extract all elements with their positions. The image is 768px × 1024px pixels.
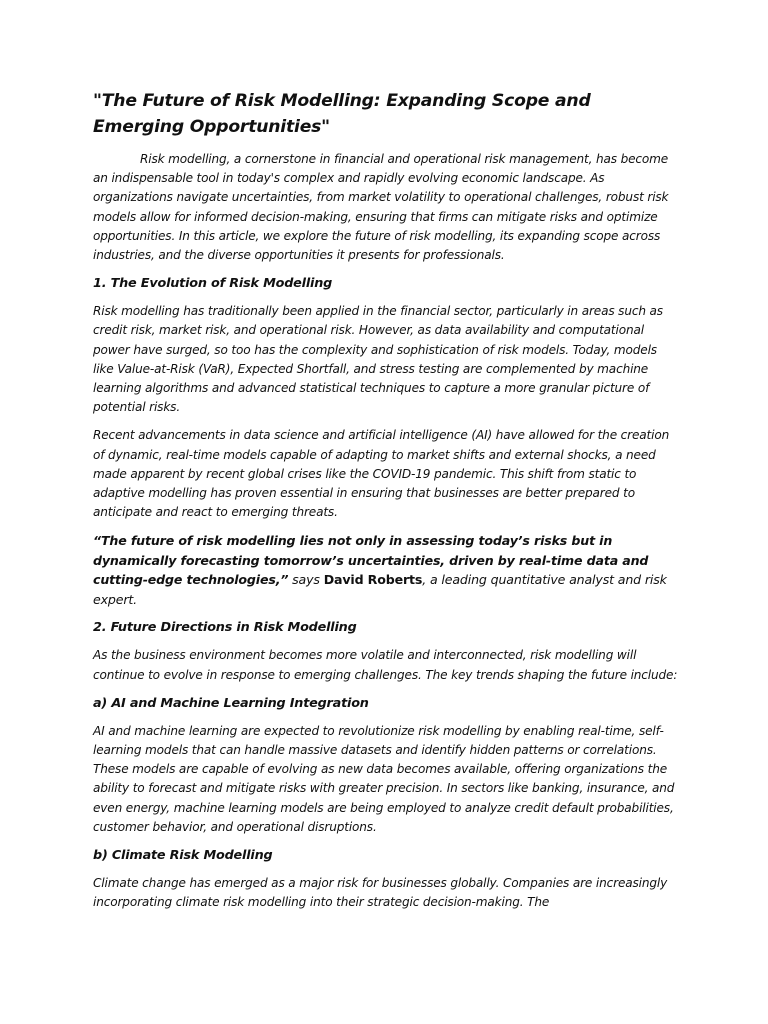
section-2-heading: 2. Future Directions in Risk Modelling [93,620,357,636]
quote-author: David Roberts [323,572,423,588]
subsection-b-paragraph: Climate change has emerged as a major risk for businesses globally. Companies are increasingly incorporating climate risk modelling into their strategic decision-making. The [93,876,668,910]
section-2-paragraph-1: As the business environment becomes more volatile and interconnected, risk modelling will continue to evolve in response to emerging challenges. The key trends shaping the future include: [93,648,678,682]
intro-paragraph: Risk modelling, a cornerstone in financial and operational risk management, has become an indispensable tool in today's complex and rapidly evolving economic landscape. As organizations navigate uncertainties, from market volatility to operational challenges, robust risk models allow for informed decision-making, ensuring that firms can mitigate risks and optimize opportunities. In this article, we explore the future of risk modelling, its expanding scope across industries, and the diverse opportunities it presents for professionals. [93,152,669,263]
quote-text: “The future of risk modelling lies not only in assessing today’s risks but in dynamically forecasting tomorrow’s uncertainties, driven by real-time data and cutting-edge technologies,” [93,533,649,588]
document-page [93,88,678,921]
subsection-a-heading: a) AI and Machine Learning Integration [93,695,369,711]
subsection-a-paragraph: AI and machine learning are expected to revolutionize risk modelling by enabling real-time, self-learning models that can handle massive datasets and identify hidden patterns or correlations. These models are capable of evolving as new data becomes available, offering organizations the ability to forecast and mitigate risks with greater precision. In sectors like banking, insurance, and even energy, machine learning models are being employed to analyze credit default probabilities, customer behavior, and operational disruptions. [93,723,675,834]
section-1-paragraph-1: Risk modelling has traditionally been applied in the financial sector, particularly in areas such as credit risk, market risk, and operational risk. However, as data availability and computational power have surged, so too has the complexity and sophistication of risk models. Today, models like Value-at-Risk (VaR), Expected Shortfall, and stress testing are complemented by machine learning algorithms and advanced statistical techniques to capture a more granular picture of potential risks. [93,304,663,415]
section-1-paragraph-2: Recent advancements in data science and artificial intelligence (AI) have allowed for the creation of dynamic, real-time models capable of adapting to market shifts and external shocks, a need made apparent by recent global crises like the COVID-19 pandemic. This shift from static to adaptive modelling has proven essential in ensuring that businesses are better prepared to anticipate and react to emerging threats. [93,428,670,520]
subsection-b-heading: b) Climate Risk Modelling [93,848,273,864]
pull-quote [93,531,678,609]
quote-says: says [288,572,324,588]
section-1-heading: 1. The Evolution of Risk Modelling [93,276,333,292]
article-title: "The Future of Risk Modelling: Expanding Scope and Emerging Opportunities" [93,91,591,137]
quote-author-role: , a leading quantitative analyst and risk expert. [93,572,667,607]
